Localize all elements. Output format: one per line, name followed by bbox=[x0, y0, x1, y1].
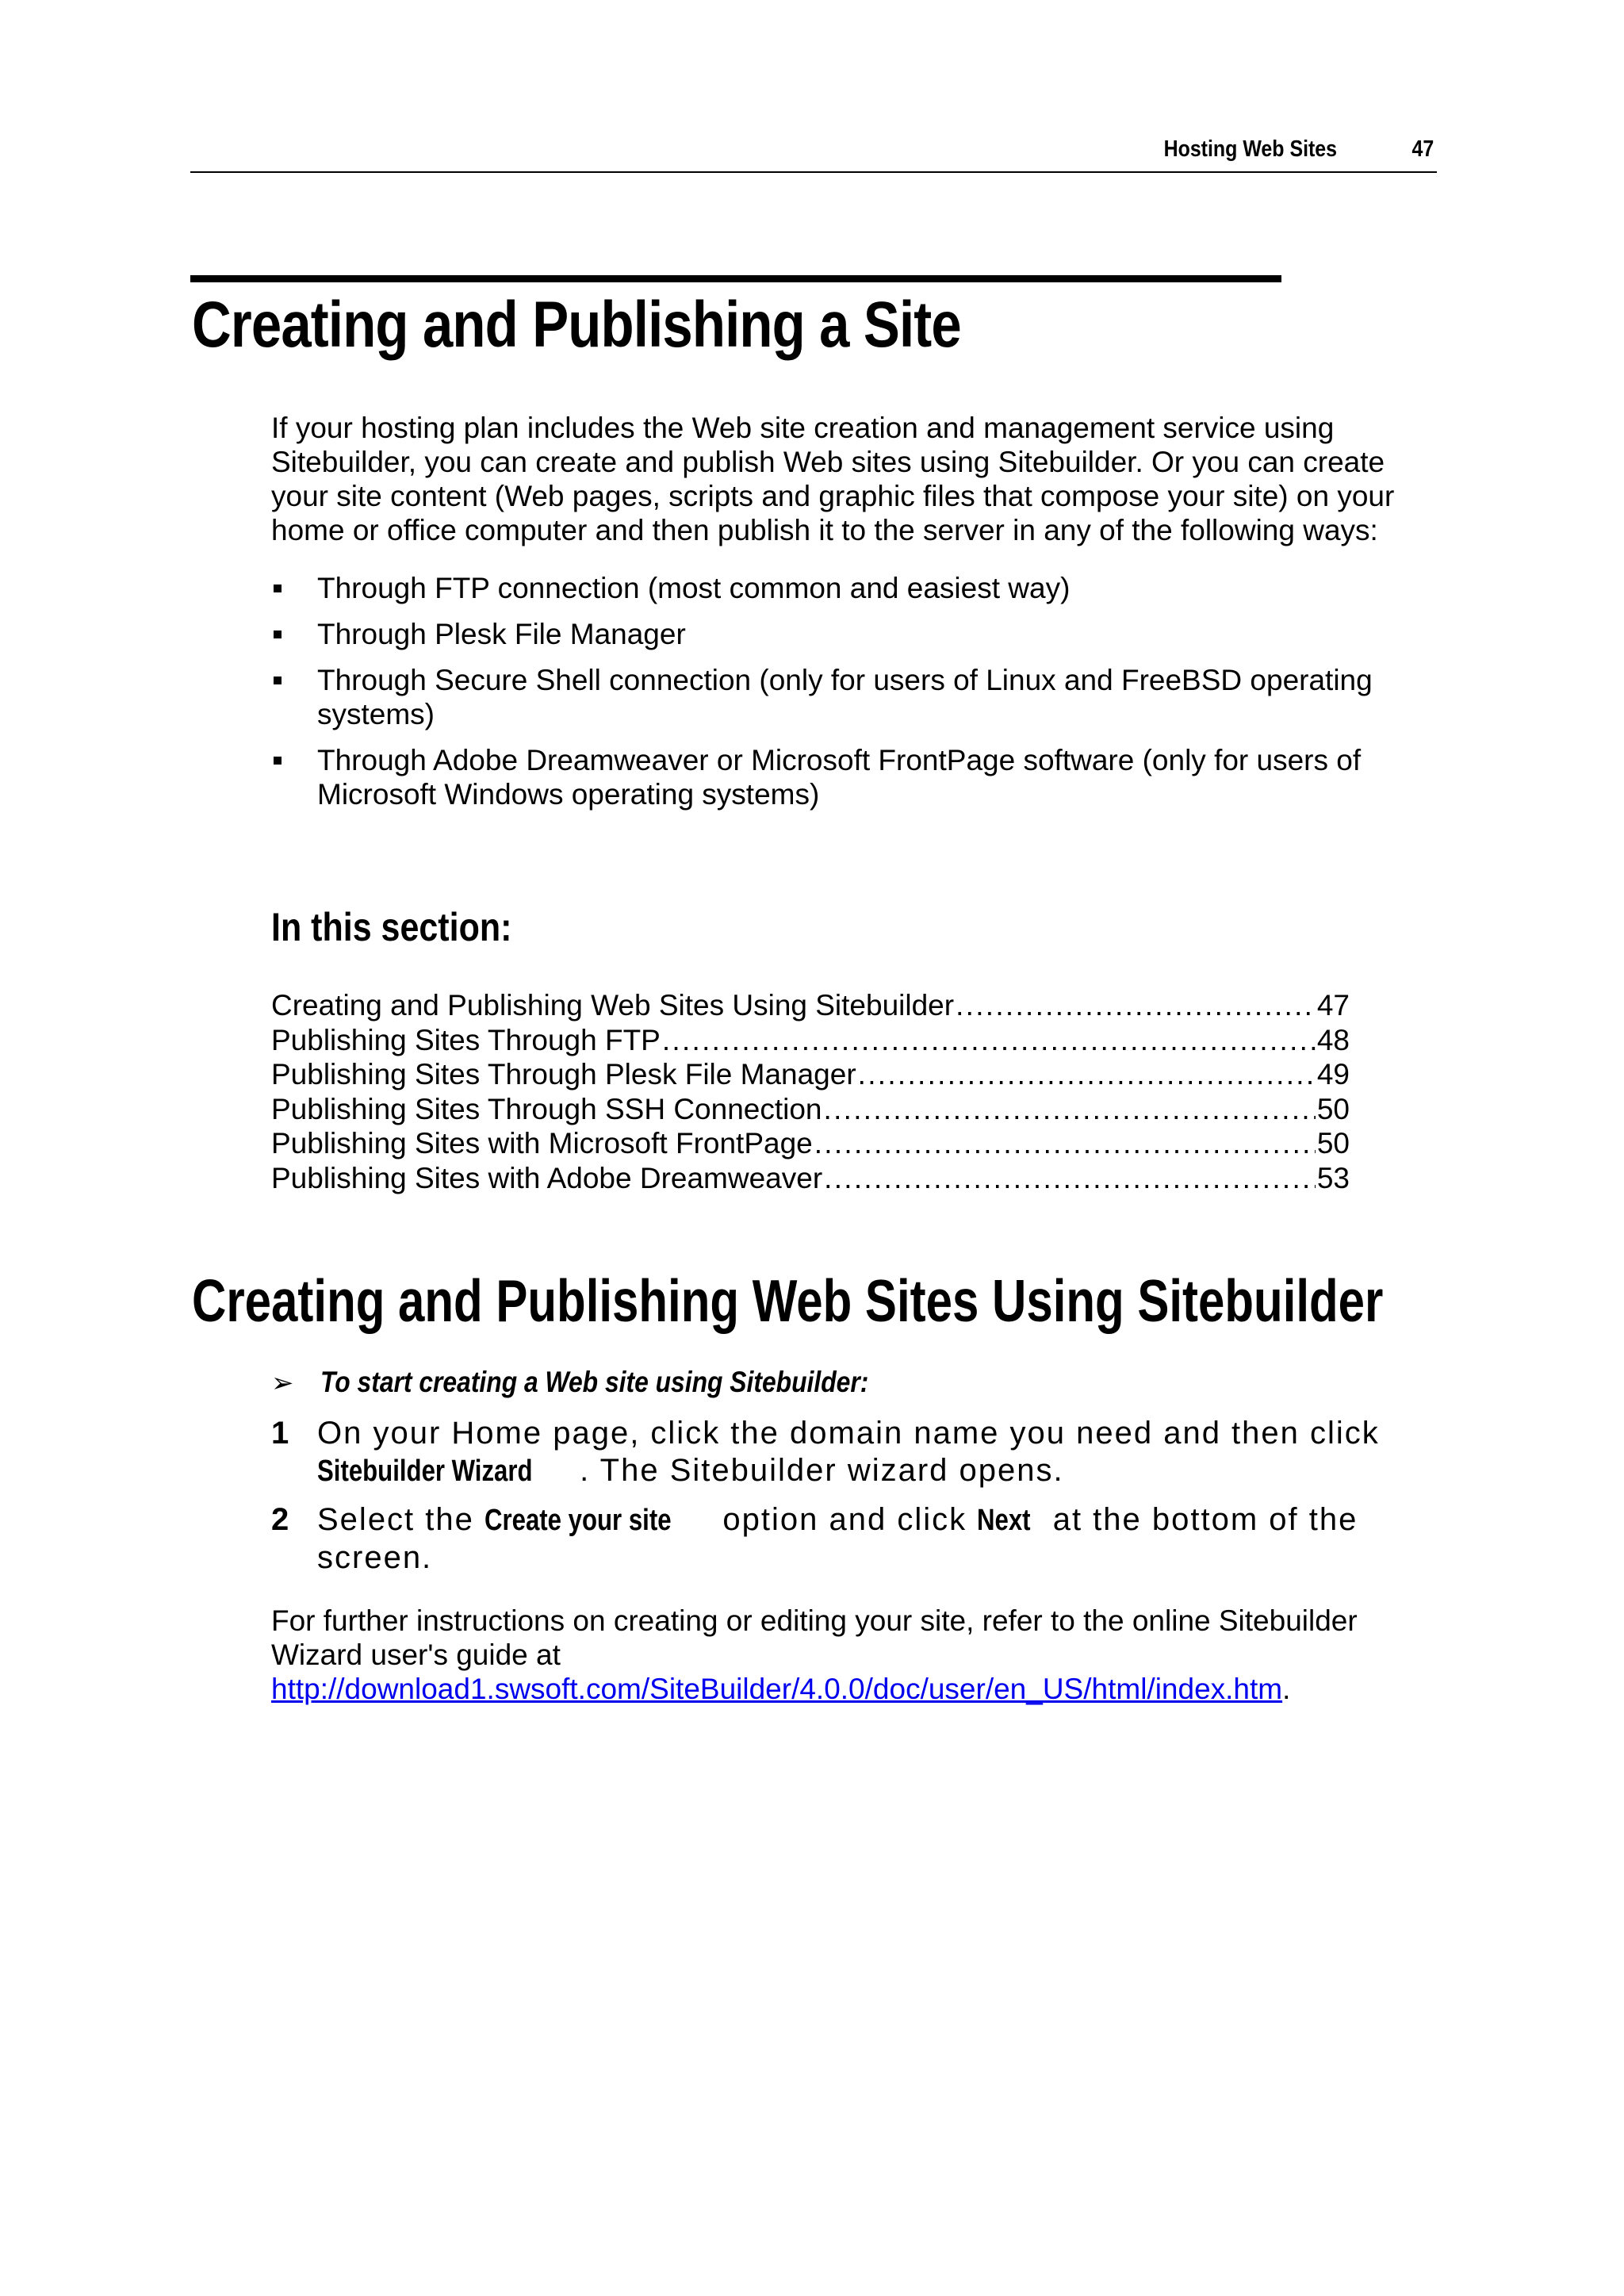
further-instructions bbox=[271, 1604, 1437, 1706]
toc-entry-title: Publishing Sites Through Plesk File Manager bbox=[271, 1058, 856, 1091]
step-number: 2 bbox=[271, 1502, 289, 1537]
step-text: Select the bbox=[317, 1502, 485, 1537]
toc-entry-title: Publishing Sites with Microsoft FrontPage bbox=[271, 1127, 813, 1159]
running-header-title: Hosting Web Sites bbox=[1163, 136, 1337, 162]
bullet-square-icon bbox=[274, 757, 282, 765]
procedure-title-text: To start creating a Web site using Sitebuilder: bbox=[320, 1366, 869, 1398]
list-item-text: Through FTP connection (most common and easiest way) bbox=[317, 572, 1071, 604]
step-number: 1 bbox=[271, 1416, 289, 1451]
toc-entry-page: 53 bbox=[1316, 1161, 1350, 1194]
methods-list bbox=[271, 571, 1437, 823]
ui-term: Sitebuilder Wizard bbox=[317, 1455, 533, 1488]
section-toc bbox=[271, 988, 1350, 1195]
arrow-right-icon: ➢ bbox=[271, 1368, 294, 1398]
ui-term: Next bbox=[977, 1504, 1031, 1537]
further-end: . bbox=[1282, 1673, 1291, 1705]
toc-entry-title: Publishing Sites Through SSH Connection bbox=[271, 1092, 822, 1125]
step-2 bbox=[271, 1501, 1437, 1577]
running-header bbox=[190, 133, 1437, 173]
toc-entry-page: 50 bbox=[1316, 1092, 1350, 1125]
toc-entry-title: Publishing Sites Through FTP bbox=[271, 1023, 661, 1056]
list-item bbox=[271, 571, 1437, 605]
step-text: option and click bbox=[712, 1502, 978, 1537]
section-heading: Creating and Publishing Web Sites Using Sitebuilder bbox=[192, 1267, 1384, 1334]
toc-leader-dots bbox=[858, 1057, 1316, 1092]
further-text: For further instructions on creating or editing your site, refer to the online Sitebuilder Wizard user's guide at bbox=[271, 1604, 1358, 1671]
intro-paragraph: If your hosting plan includes the Web site creation and management service using Sitebuilder, you can create and publish Web sites using Sitebuilder. Or you can create your site content (Web pages, scripts and graphic files that compose your site) on your home or office computer and then publish it to the server in any of the following ways: bbox=[271, 412, 1395, 546]
bullet-square-icon bbox=[274, 677, 282, 684]
list-item-text: Through Plesk File Manager bbox=[317, 618, 686, 650]
toc-leader-dots bbox=[824, 1092, 1316, 1127]
toc-entry-page: 48 bbox=[1316, 1023, 1350, 1056]
page-number: 47 bbox=[1411, 136, 1434, 162]
toc-entry-page: 49 bbox=[1316, 1058, 1350, 1091]
bullet-square-icon bbox=[274, 585, 282, 592]
toc-entry[interactable] bbox=[271, 1126, 1350, 1161]
toc-leader-dots bbox=[956, 988, 1316, 1023]
step-text: at the bottom of the screen. bbox=[317, 1502, 1358, 1575]
list-item bbox=[271, 617, 1437, 651]
procedure-title bbox=[271, 1366, 958, 1399]
step-text: On your Home page, click the domain name you need and then click bbox=[317, 1416, 1380, 1451]
ui-term: Create your site bbox=[485, 1504, 672, 1537]
toc-entry-title: Publishing Sites with Adobe Dreamweaver bbox=[271, 1161, 823, 1194]
toc-entry[interactable] bbox=[271, 1057, 1350, 1092]
procedure-steps bbox=[271, 1415, 1437, 1588]
list-item-text: Through Adobe Dreamweaver or Microsoft FrontPage software (only for users of Microsoft Windows operating systems) bbox=[317, 744, 1362, 811]
list-item-text: Through Secure Shell connection (only for users of Linux and FreeBSD operating systems) bbox=[317, 664, 1373, 730]
list-item bbox=[271, 663, 1437, 731]
chapter-title: Creating and Publishing a Site bbox=[192, 289, 961, 361]
toc-entry-page: 50 bbox=[1316, 1127, 1350, 1159]
toc-leader-dots bbox=[662, 1023, 1316, 1058]
list-item bbox=[271, 743, 1437, 811]
step-1 bbox=[271, 1415, 1437, 1490]
toc-entry[interactable] bbox=[271, 1161, 1350, 1196]
toc-entry[interactable] bbox=[271, 1092, 1350, 1127]
in-this-section-heading: In this section: bbox=[271, 905, 512, 949]
toc-entry[interactable] bbox=[271, 988, 1350, 1023]
toc-leader-dots bbox=[824, 1161, 1316, 1196]
step-text: . The Sitebuilder wizard opens. bbox=[580, 1453, 1064, 1488]
chapter-rule bbox=[190, 275, 1281, 282]
toc-entry[interactable] bbox=[271, 1023, 1350, 1058]
bullet-square-icon bbox=[274, 631, 282, 638]
toc-entry-title: Creating and Publishing Web Sites Using Sitebuilder bbox=[271, 989, 955, 1022]
toc-leader-dots bbox=[814, 1126, 1316, 1161]
toc-entry-page: 47 bbox=[1316, 989, 1350, 1022]
user-guide-link[interactable]: http://download1.swsoft.com/SiteBuilder/4.0.0/doc/user/en_US/html/index.htm bbox=[271, 1673, 1283, 1705]
